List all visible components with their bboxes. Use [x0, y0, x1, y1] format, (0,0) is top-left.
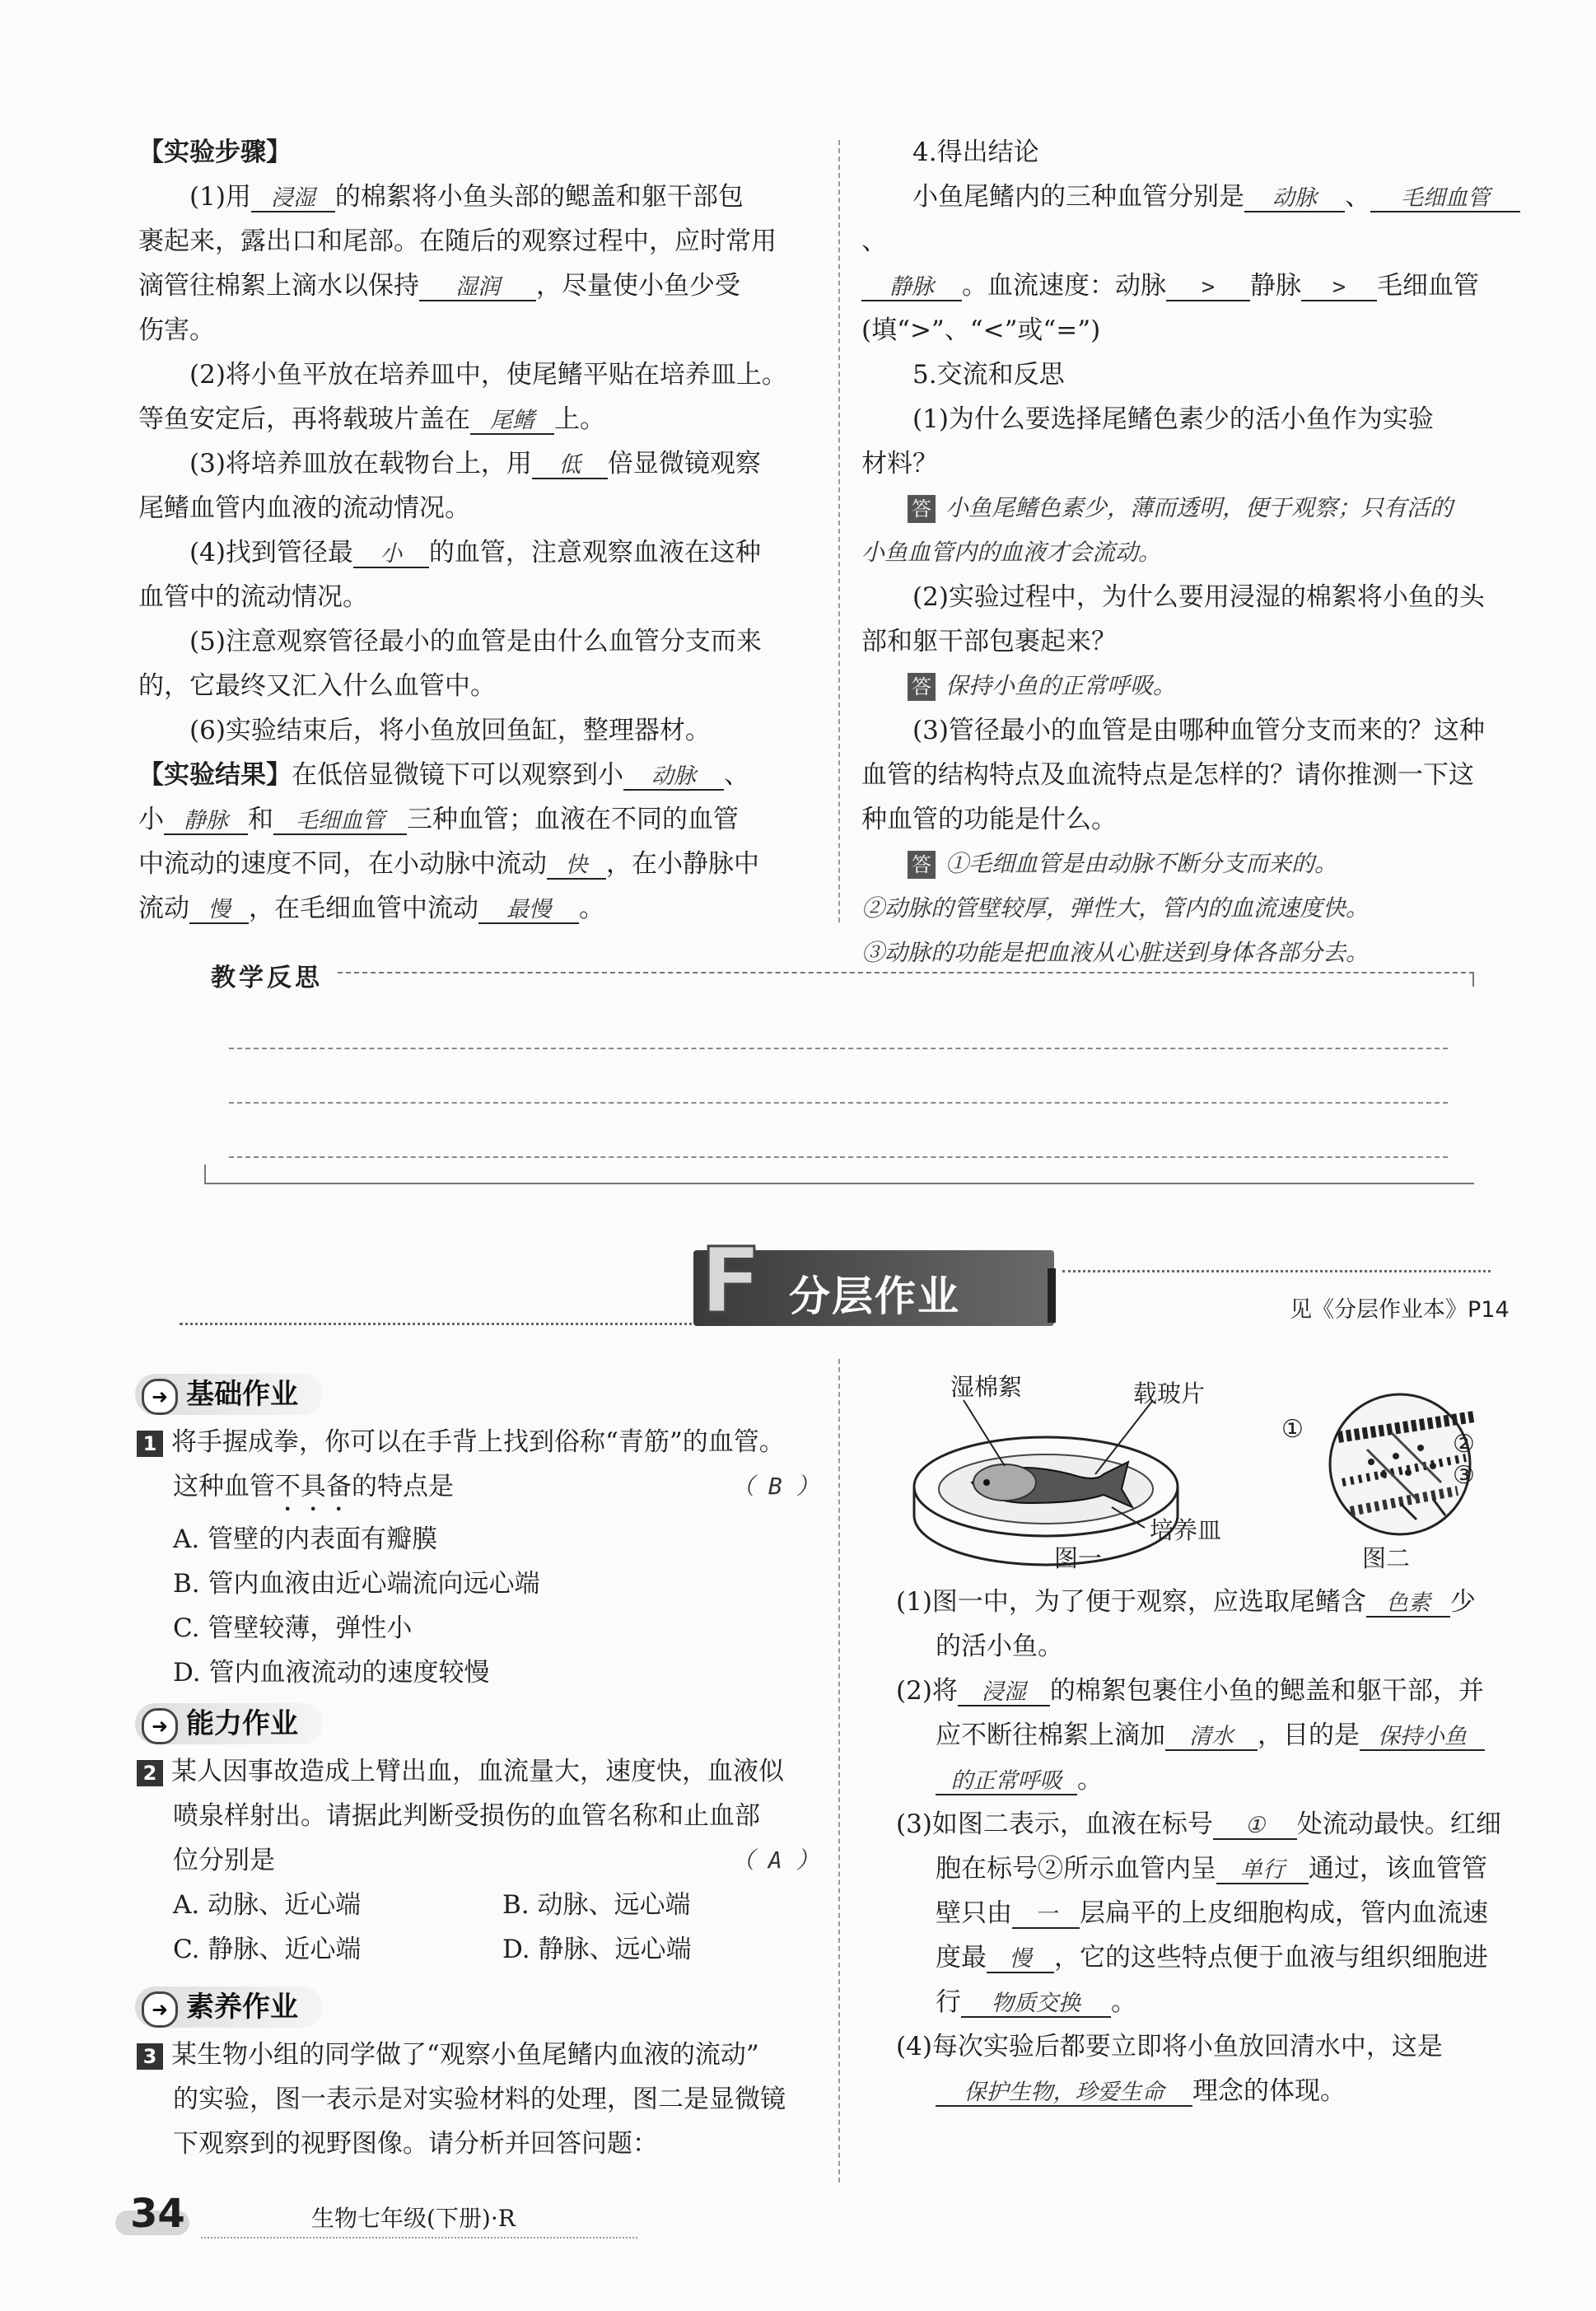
blank: 慢 [987, 1947, 1054, 1973]
reflection-frame-bottom [204, 1183, 1474, 1184]
blank: 一 [1012, 1902, 1080, 1929]
wet-cotton-label: 湿棉絮 [950, 1373, 1023, 1401]
blank: 毛细血管 [1370, 186, 1520, 212]
blank: 色素 [1366, 1591, 1450, 1618]
blank: 湿润 [419, 275, 536, 301]
blank: 毛细血管 [273, 809, 407, 835]
reflection-frame-left [204, 1165, 206, 1183]
blank: 低 [532, 453, 608, 479]
arrow-icon: ➜ [142, 1991, 178, 2028]
slide-label: 载玻片 [1133, 1380, 1206, 1408]
sub-questions: (1)图一中，为了便于观察，应选取尾鳍含 色素 少 的活小鱼。 (2)将 浸湿 的棉絮包裹住小鱼的鳃盖和躯干部，并 应不断往棉絮上滴加 清水 ，目的是 保持小鱼 的正常呼吸 。 (3)如图二表示，血液在标号 ① 处流动最快。红细 胞在标号②所示血管内呈 单行 通过，该血管管 壁只由 一 层扁平的上皮细胞构成，管内血流速 度最 慢 ，它的这些特点便于血液与组织细胞进 行 物质交换 。 (4)每次实验后都要立即将小鱼放回清水中，这是 保护生物，珍爱生命 理念的体现。 [896, 1587, 1501, 2106]
option-a: A. 管壁的内表面有瓣膜 [173, 1524, 438, 1554]
blank: 静脉 [861, 275, 962, 301]
answer-label: 答 [908, 673, 936, 701]
figure-2-caption: 图二 [1362, 1544, 1411, 1572]
ability-heading: ➜ 能力作业 [135, 1703, 323, 1744]
option-a: A. 动脉、近心端 [173, 1890, 362, 1920]
arrow-icon: ➜ [142, 1708, 178, 1744]
blank: 保护生物，珍爱生命 [936, 2080, 1192, 2107]
figure-1-caption: 图一 [1054, 1544, 1103, 1572]
answer-label: 答 [908, 851, 936, 879]
question-number: 1 [137, 1431, 163, 1457]
arrow-icon: ➜ [142, 1379, 178, 1415]
blank: 浸湿 [251, 186, 335, 212]
blank: 动脉 [1244, 186, 1345, 212]
blank: 浸湿 [958, 1680, 1050, 1706]
footer-line [201, 2237, 637, 2239]
experiment-steps: 【实验步骤】 (1)用 浸湿 的棉絮将小鱼头部的鳃盖和躯干部包 裹起来，露出口和尾部。在随后的观察过程中，应时常用 滴管往棉絮上滴水以保持 湿润 ，尽量使小鱼少受 伤害。 (2)将小鱼平放在培养皿中，使尾鳍平贴在培养皿上。 等鱼安定后，再将载玻片盖在 尾鳍 上。 (3)将培养皿放在载物台上，用 低 倍显微镜观察 尾鳍血管内血液的流动情况。 (4)找到管径最 小 的血管，注意观察血液在这种 血管中的流动情况。 (5)注意观察管径最小的血管是由什么血管分支而来 的，它最终又汇入什么血管中。 (6)实验结束后，将小鱼放回鱼缸，整理器材。 【实验结果】在低倍显微镜下可以观察到小 动脉 、 小 静脉 和 毛细血管 三种血管；血液在不同的血管 中流动的速度不同，在小动脉中流动 快 ，在小静脉中 流动 慢 ，在毛细血管中流动 最慢 。 [138, 130, 822, 931]
option-b: B. 动脉、远心端 [502, 1890, 691, 1920]
blank: 小 [353, 542, 429, 568]
option-c: C. 静脉、近心端 [173, 1935, 362, 1964]
marker-1: ① [1281, 1415, 1304, 1444]
blank: 动脉 [623, 764, 724, 791]
question-2: 2 某人因事故造成上臂出血，血流量大，速度快，血液似 喷泉样射出。请据此判断受损伤的血管名称和止血部 位分别是 （ A ） A. 动脉、近心端 B. 动脉、远心端 C. 静脉、近心端 D. 静脉、远心端 [137, 1749, 828, 1972]
question-1: 1 将手握成拳，你可以在手背上找到俗称“青筋”的血管。 这种血管不具备的特点是 （ B ） A. 管壁的内表面有瓣膜 B. 管内血液由近心端流向远心端 C. 管壁较薄，弹性小 D. 管内血液流动的速度较慢 [137, 1420, 828, 1695]
reflection-frame-right [1472, 972, 1474, 987]
blank: 单行 [1216, 1858, 1309, 1884]
blank: 快 [547, 853, 606, 880]
conclusion-section: 4.得出结论 小鱼尾鳍内的三种血管分别是 动脉 、 毛细血管、 静脉 。血流速度：动脉 > 静脉 > 毛细血管 (填“>”、“<”或“=”) 5.交流和反思 (1)为什么要选择尾鳍色素少的活小鱼作为实验 材料？ 答 小鱼尾鳍色素少，薄而透明，便于观察；只有活的 小鱼血管内的血液才会流动。 (2)实验过程中，为什么要用浸湿的棉絮将小鱼的头 部和躯干部包裹起来？ 答 保持小鱼的正常呼吸。 (3)管径最小的血管是由哪种血管分支而来的？这种 血管的结构特点及血流特点是怎样的？请你推测一下这 种血管的功能是什么。 答 ①毛细血管是由动脉不断分支而来的。 ②动脉的管壁较厚，弹性大，管内的血流速度快。 ③动脉的功能是把血液从心脏送到身体各部分去。 [861, 130, 1545, 975]
banner-line-right [1062, 1270, 1491, 1272]
result-heading: 【实验结果】 [138, 760, 292, 790]
reflection-title: 教学反思 [211, 964, 323, 992]
column-divider [838, 140, 840, 922]
homework-ref: 见《分层作业本》P14 [1290, 1297, 1510, 1323]
reflection-line [229, 1156, 1448, 1158]
blank: 物质交换 [961, 1991, 1111, 2018]
blank: 最慢 [478, 898, 579, 924]
page-number: 34 [130, 2191, 185, 2237]
blank: 的正常呼吸 [936, 1769, 1077, 1795]
option-b: B. 管内血液由近心端流向远心端 [173, 1569, 540, 1599]
question-number: 3 [137, 2043, 163, 2070]
banner-title: 分层作业 [789, 1272, 960, 1320]
banner-letter: F [700, 1228, 763, 1333]
answer: （ B ） [731, 1473, 819, 1500]
banner-bar [1048, 1268, 1056, 1323]
blank: > [1166, 275, 1250, 301]
banner-line-left [180, 1323, 748, 1325]
basic-heading: ➜ 基础作业 [135, 1374, 323, 1415]
answer-label: 答 [908, 495, 936, 523]
literacy-heading: ➜ 素养作业 [135, 1987, 323, 2028]
dish-label: 培养皿 [1150, 1516, 1222, 1544]
column-divider [838, 1359, 840, 2183]
emphasis-text: 不具备 [275, 1472, 352, 1501]
petri-dish-figure [914, 1400, 1178, 1565]
option-d: D. 管内血液流动的速度较慢 [173, 1658, 490, 1688]
marker-2: ② [1453, 1430, 1475, 1459]
reflection-line [229, 1102, 1448, 1104]
book-title: 生物七年级(下册)·R [311, 2205, 516, 2232]
blank: > [1301, 275, 1377, 301]
blank: 静脉 [164, 809, 248, 835]
blank: 慢 [189, 898, 249, 924]
reflection-line [229, 1048, 1448, 1049]
question-3: 3 某生物小组的同学做了“观察小鱼尾鳍内血液的流动” 的实验，图一表示是对实验材料的处理，图二是显微镜 下观察到的视野图像。请分析并回答问题： [137, 2033, 828, 2166]
option-c: C. 管壁较薄，弹性小 [173, 1613, 413, 1643]
steps-heading: 【实验步骤】 [138, 138, 292, 167]
answer: （ A ） [731, 1846, 819, 1874]
reflect-title: 5.交流和反思 [912, 360, 1065, 390]
reflection-frame [338, 972, 1474, 973]
blank: 清水 [1165, 1725, 1258, 1751]
question-number: 2 [137, 1760, 163, 1786]
conclusion-title: 4.得出结论 [912, 138, 1039, 167]
option-d: D. 静脉、远心端 [502, 1935, 692, 1964]
blank: 尾鳍 [470, 409, 554, 435]
blank: ① [1213, 1814, 1297, 1840]
blank: 保持小鱼 [1360, 1725, 1485, 1751]
marker-3: ③ [1453, 1461, 1475, 1490]
